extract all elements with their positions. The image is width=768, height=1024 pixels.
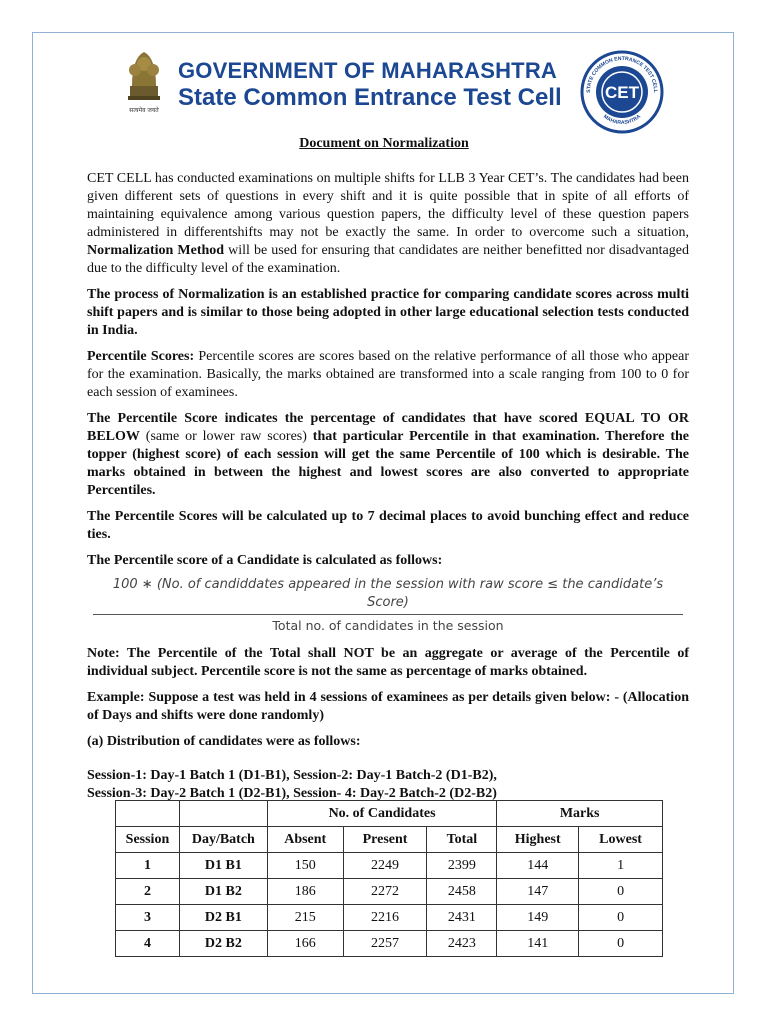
cell-highest: 144 (497, 853, 579, 879)
column-header: Lowest (579, 827, 663, 853)
cell-lowest: 0 (579, 879, 663, 905)
cell-session: 3 (116, 905, 180, 931)
cet-logo-icon (580, 50, 664, 134)
letterhead (0, 40, 768, 127)
cell-absent: 166 (267, 931, 343, 957)
document-body (87, 170, 689, 811)
logo-ring-top: STATE COMMON ENTRANCE TEST CELL (585, 55, 659, 93)
intro-text-bold: Normalization Method (87, 243, 225, 258)
logo-text: CET (605, 83, 639, 102)
column-header: Absent (267, 827, 343, 853)
table-row (116, 905, 663, 931)
intro-text-b: will be used for ensuring that candidates are neither benefitted nor disadvantaged due to the difficulty level of the examination. (87, 243, 689, 276)
cell-lowest: 1 (579, 853, 663, 879)
percentile-scores-label: Percentile Scores: (87, 349, 195, 364)
percentile-formula (93, 576, 683, 635)
cell-day-batch: D2 B2 (179, 931, 267, 957)
column-header: Session (116, 827, 180, 853)
cell-absent: 215 (267, 905, 343, 931)
table-blank-cell (116, 801, 180, 827)
cell-session: 4 (116, 931, 180, 957)
percentile-scores-text: Percentile scores are scores based on the relative performance of all those who appear for the examination. Basically, the marks obtained are transformed into a scale ranging from 100 to 0 for each session of examinees. (87, 349, 689, 400)
percentile-def-d: that particular Percentile in that examination. Therefore the topper (highest score) of each session will get the same Percentile of 100 which is desirable. The marks obtained in between the highest and lowest scores are also converted to appropriate Percentiles. (87, 429, 689, 498)
header-line2: State Common Entrance Test Cell (178, 84, 562, 111)
cell-total: 2423 (427, 931, 497, 957)
national-emblem-icon (122, 46, 166, 118)
table-group-header-row (116, 801, 663, 827)
decimal-places-paragraph: The Percentile Scores will be calculated up to 7 decimal places to avoid bunching effect and reduce ties. (87, 509, 689, 542)
column-header: Highest (497, 827, 579, 853)
calculation-intro: The Percentile score of a Candidate is calculated as follows: (87, 553, 443, 568)
cell-highest: 141 (497, 931, 579, 957)
header-line1: GOVERNMENT OF MAHARASHTRA (178, 58, 557, 83)
cell-total: 2431 (427, 905, 497, 931)
column-header: Total (427, 827, 497, 853)
cell-absent: 150 (267, 853, 343, 879)
cell-total: 2399 (427, 853, 497, 879)
percentile-definition-paragraph (87, 410, 689, 500)
document-title: Document on Normalization (299, 136, 469, 151)
formula-numerator: 100 ∗ (No. of candiddates appeared in the session with raw score ≤ the candidate’s Score) (93, 576, 683, 615)
percentile-scores-paragraph (87, 348, 689, 402)
normalization-paragraph: The process of Normalization is an established practice for comparing candidate scores across multi shift papers and is similar to those being adopted in other large educational selection tests conducted in India. (87, 287, 689, 338)
table-row (116, 879, 663, 905)
percentile-def-a: The Percentile Score indicates the percentage of candidates that have scored (87, 411, 585, 426)
cell-day-batch: D1 B2 (179, 879, 267, 905)
cell-day-batch: D1 B1 (179, 853, 267, 879)
table-header-row (116, 827, 663, 853)
formula-denominator: Total no. of candidates in the session (272, 618, 504, 633)
table-row (116, 931, 663, 957)
cell-present: 2272 (343, 879, 427, 905)
group-header-candidates: No. of Candidates (267, 801, 497, 827)
percentile-def-b: EQUAL TO OR BELOW (87, 411, 689, 444)
intro-paragraph (87, 170, 689, 278)
column-header: Present (343, 827, 427, 853)
logo-ring-bottom: MAHARASHTRA (602, 113, 642, 127)
distribution-heading: (a) Distribution of candidates were as follows: (87, 734, 361, 749)
cell-lowest: 0 (579, 931, 663, 957)
table-blank-cell (179, 801, 267, 827)
percentile-def-c: (same or lower raw scores) (139, 429, 313, 444)
cell-lowest: 0 (579, 905, 663, 931)
session-line-1: Session-1: Day-1 Batch 1 (D1-B1), Session-2: Day-1 Batch-2 (D1-B2), (87, 768, 497, 783)
cell-highest: 147 (497, 879, 579, 905)
cell-day-batch: D2 B1 (179, 905, 267, 931)
cell-session: 2 (116, 879, 180, 905)
example-paragraph: Example: Suppose a test was held in 4 sessions of examinees as per details given below: - (Allocation of Days and shifts were done randomly) (87, 690, 689, 723)
cell-present: 2216 (343, 905, 427, 931)
note-paragraph: Note: The Percentile of the Total shall NOT be an aggregate or average of the Percentile of individual subject. Percentile score is not the same as percentage of marks obtained. (87, 646, 689, 679)
cell-highest: 149 (497, 905, 579, 931)
cell-present: 2249 (343, 853, 427, 879)
column-header: Day/Batch (179, 827, 267, 853)
session-line-2: Session-3: Day-2 Batch 1 (D2-B1), Session- 4: Day-2 Batch-2 (D2-B2) (87, 786, 497, 801)
table-row (116, 853, 663, 879)
candidates-table (115, 800, 663, 957)
cell-present: 2257 (343, 931, 427, 957)
cell-session: 1 (116, 853, 180, 879)
cell-total: 2458 (427, 879, 497, 905)
intro-text-a: CET CELL has conducted examinations on multiple shifts for LLB 3 Year CET’s. The candidates had been given different sets of questions in every shift and it is quite possible that in spite of all efforts of maintaining equivalence among various question papers, the difficulty level of these question papers administered in differentshifts may not be exactly the same. In order to overcome such a situation, (87, 171, 689, 240)
emblem-motto: सत्यमेव जयते (129, 107, 159, 114)
cell-absent: 186 (267, 879, 343, 905)
group-header-marks: Marks (497, 801, 663, 827)
